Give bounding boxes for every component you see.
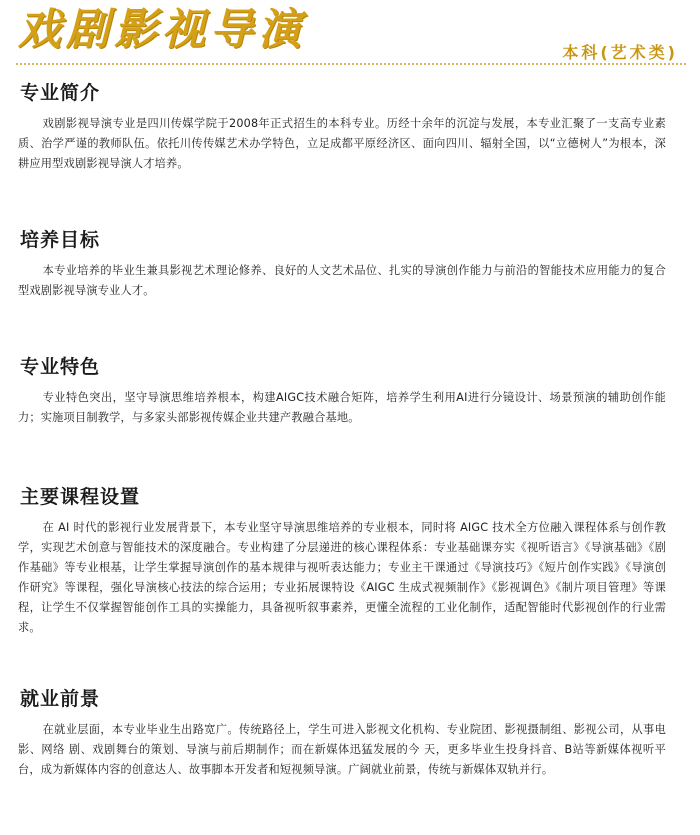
section-title: 就业前景: [20, 688, 101, 710]
section-body: 在 AI 时代的影视行业发展背景下，本专业坚守导演思维培养的专业根本，同时将 AIGC 技术全方位融入课程体系与创作教学，实现艺术创意与智能技术的深度融合。专业构建了分层递进的核心课程体系：专业基础课夯实《视听语言》《导演基础》《剧作基础》等专业根基，让学生掌握导演创作的基本规律与视听表达能力；专业主干课通过《导演技巧》《短片创作实践》《导演创作研究》等课程，强化导演核心技法的综合运用；专业拓展课特设《AIGC 生成式视频制作》《影视调色》《制片项目管理》等课程，让学生不仅掌握智能创作工具的实操能力，具备视听叙事素养，更懂全流程的工业化制作，适配智能时代影视创作的行业需求。: [18, 521, 666, 634]
section-courses: [18, 484, 666, 638]
section-title: 专业特色: [20, 356, 101, 378]
section-goals: [18, 227, 666, 301]
section-intro: [18, 80, 666, 174]
section-body: 在就业层面，本专业毕业生出路宽广。传统路径上，学生可进入影视文化机构、专业院团、影视摄制组、影视公司，从事电影、网络 剧、戏剧舞台的策划、导演与前后期制作；而在新媒体迅猛发展的今 天，更多毕业生投身抖音、B站等新媒体视听平台，成为新媒体内容的创意达人、故事脚本开发者和短视频导演。广阔就业前景，传统与新媒体双轨并行。: [18, 723, 666, 776]
section-features: [18, 354, 666, 428]
page-title: 戏剧影视导演: [18, 5, 306, 55]
category-label: 本科(艺术类): [562, 43, 678, 62]
section-title: 主要课程设置: [20, 486, 141, 508]
section-body: 本专业培养的毕业生兼具影视艺术理论修养、良好的人文艺术品位、扎实的导演创作能力与前沿的智能技术应用能力的复合型戏剧影视导演专业人才。: [18, 264, 666, 297]
header-divider: [16, 63, 686, 65]
section-body: 专业特色突出，坚守导演思维培养根本，构建AIGC技术融合矩阵，培养学生利用AI进行分镜设计、场景预演的辅助创作能力；实施项目制教学，与多家头部影视传媒企业共建产教融合基地。: [18, 391, 666, 424]
section-body: 戏剧影视导演专业是四川传媒学院于2008年正式招生的本科专业。历经十余年的沉淀与发展，本专业汇聚了一支高专业素质、治学严谨的教师队伍。依托川传传媒艺术办学特色，立足成都平原经济区、面向四川、辐射全国，以“立德树人”为根本，深耕应用型戏剧影视导演人才培养。: [18, 117, 666, 170]
section-title: 专业简介: [20, 82, 101, 104]
section-career: [18, 686, 666, 780]
section-title: 培养目标: [20, 229, 101, 251]
page-header: [0, 0, 700, 70]
